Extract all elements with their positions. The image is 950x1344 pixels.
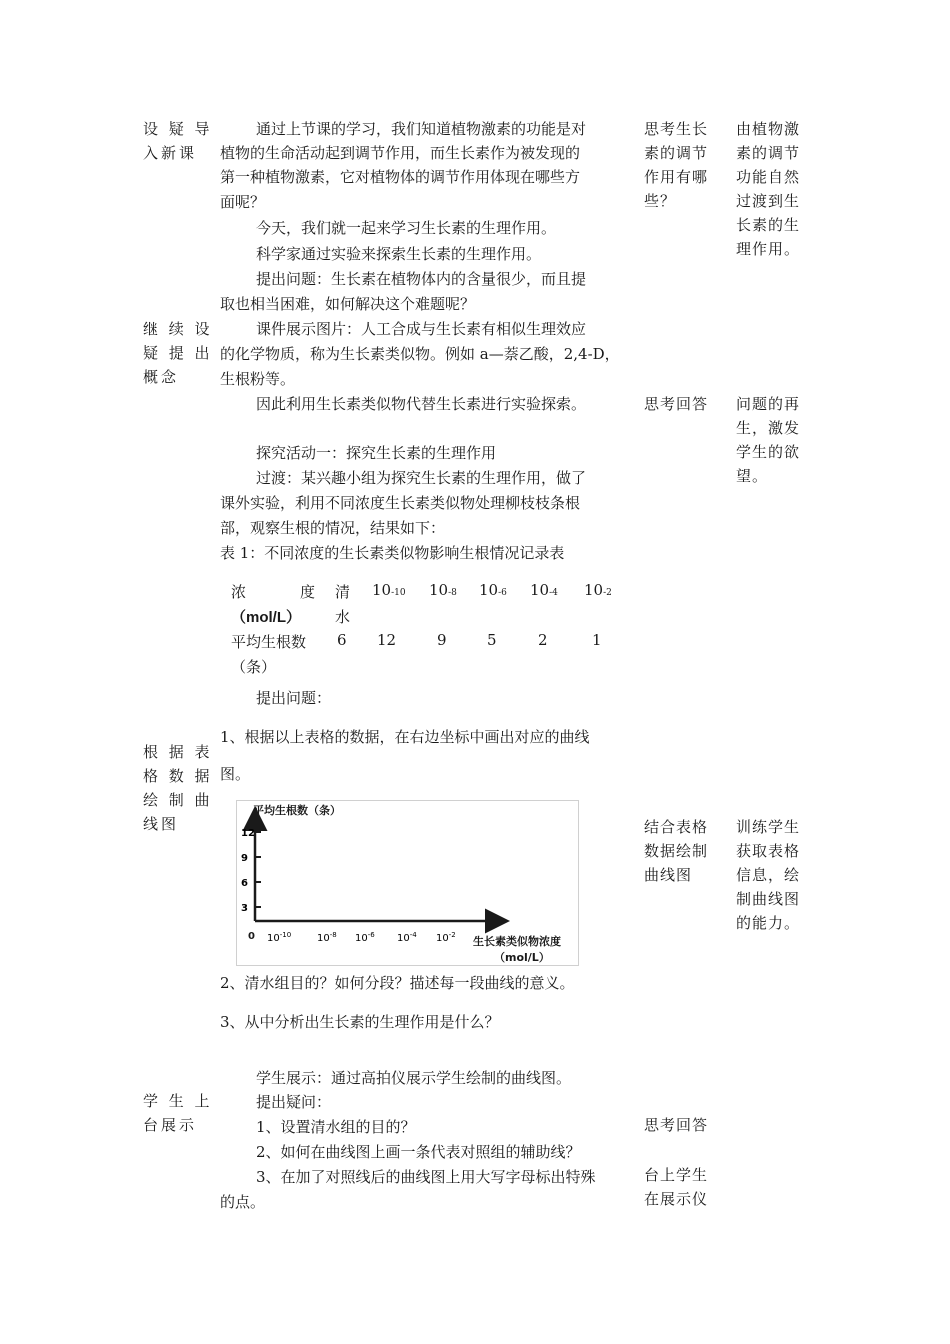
paragraph-line: 今天，我们就一起来学习生长素的生理作用。 bbox=[256, 219, 557, 237]
section-label-intro bbox=[143, 117, 213, 165]
section-label-line: 根 据 表 bbox=[143, 743, 213, 761]
question-line: 图。 bbox=[220, 765, 251, 783]
design-intent-3 bbox=[736, 815, 816, 935]
x-axis-label: 生长素类似物浓度 bbox=[473, 935, 561, 948]
cell-line: 理作用。 bbox=[736, 240, 801, 258]
section-label-line: 入新课 bbox=[143, 144, 198, 162]
table-cell: 水 bbox=[335, 608, 351, 626]
cell-line: 由植物激 bbox=[736, 120, 801, 138]
cell-line: 作用有哪 bbox=[644, 168, 709, 186]
table-cell-value: 2 bbox=[538, 631, 548, 649]
section-label-student-show bbox=[143, 1089, 213, 1137]
x-tick-label: $10^{-2}$ bbox=[436, 931, 456, 944]
section-label-line: 线图 bbox=[143, 815, 180, 833]
paragraph-line: 学生展示：通过高拍仪展示学生绘制的曲线图。 bbox=[256, 1069, 572, 1087]
student-activity-5 bbox=[644, 1163, 724, 1211]
table-cell-value: 6 bbox=[337, 631, 347, 649]
y-tick-label: 3 bbox=[241, 903, 248, 914]
section-label-line: 继 续 设 bbox=[143, 320, 213, 338]
paragraph-line: 提出问题：生长素在植物体内的含量很少，而且提 bbox=[256, 270, 587, 288]
chart-svg bbox=[237, 801, 578, 965]
table-cell-value: 5 bbox=[487, 631, 497, 649]
section-label-line: 设 疑 导 bbox=[143, 120, 213, 138]
table-cell-value: 9 bbox=[437, 631, 447, 649]
table-cell-unit: （mol/L） bbox=[231, 609, 301, 626]
cell-line: 素的调节 bbox=[736, 144, 801, 162]
student-activity-3 bbox=[644, 815, 724, 887]
table-cell-value: 12 bbox=[377, 631, 397, 649]
student-activity-4 bbox=[644, 1113, 724, 1137]
question-line: 1、根据以上表格的数据，在右边坐标中画出对应的曲线 bbox=[220, 728, 590, 746]
cell-line: 过渡到生 bbox=[736, 192, 801, 210]
origin-label: 0 bbox=[248, 931, 255, 942]
section-label-line: 台展示 bbox=[143, 1116, 198, 1134]
paragraph-line: 第一种植物激素，它对植物体的调节作用体现在哪些方 bbox=[220, 168, 581, 186]
cell-line: 信息，绘 bbox=[736, 866, 801, 884]
paragraph-line: 因此利用生长素类似物代替生长素进行实验探索。 bbox=[256, 395, 587, 413]
paragraph-line: 3、在加了对照线后的曲线图上用大写字母标出特殊 bbox=[256, 1168, 596, 1186]
cell-line: 素的调节 bbox=[644, 144, 709, 162]
table-cell: 清 bbox=[335, 583, 351, 601]
design-intent-1 bbox=[736, 117, 816, 261]
paragraph-line: 面呢？ bbox=[220, 193, 266, 211]
section-label-line: 概念 bbox=[143, 368, 180, 386]
paragraph-line: 过渡：某兴趣小组为探究生长素的生理作用，做了 bbox=[256, 469, 587, 487]
cell-line: 望。 bbox=[736, 467, 769, 485]
cell-line: 学生的欲 bbox=[736, 443, 801, 461]
paragraph-line: 课件展示图片：人工合成与生长素有相似生理效应 bbox=[256, 320, 587, 338]
table-cell: 浓 bbox=[231, 583, 247, 601]
coordinate-chart bbox=[236, 800, 579, 966]
paragraph-line: 科学家通过实验来探索生长素的生理作用。 bbox=[256, 245, 542, 263]
cell-line: 功能自然 bbox=[736, 168, 801, 186]
paragraph-line: 的化学物质，称为生长素类似物。例如 a—萘乙酸，2,4-D， bbox=[220, 345, 620, 363]
x-tick-label: $10^{-6}$ bbox=[355, 931, 375, 944]
cell-line: 长素的生 bbox=[736, 216, 801, 234]
table-cell-concentration: 10-10 bbox=[372, 581, 406, 599]
question-intro: 提出问题： bbox=[256, 689, 332, 707]
student-activity-2 bbox=[644, 392, 724, 416]
cell-line: 台上学生 bbox=[644, 1166, 709, 1184]
paragraph-line: 通过上节课的学习，我们知道植物激素的功能是对 bbox=[256, 120, 587, 138]
paragraph-line: 课外实验，利用不同浓度生长素类似物处理柳枝枝条根 bbox=[220, 494, 581, 512]
paragraph-line: 1、设置清水组的目的？ bbox=[256, 1118, 416, 1136]
y-tick-label: 12 bbox=[241, 828, 255, 839]
y-axis-label: 平均生根数（条） bbox=[253, 804, 341, 817]
y-tick-label: 6 bbox=[241, 878, 248, 889]
table-cell: 平均生根数 bbox=[231, 633, 307, 651]
cell-line: 些？ bbox=[644, 192, 677, 210]
x-axis-unit: （mol/L） bbox=[494, 951, 550, 964]
table-cell-concentration: 10-8 bbox=[429, 581, 457, 599]
section-label-draw-curve bbox=[143, 740, 213, 836]
table-cell-concentration: 10-6 bbox=[479, 581, 507, 599]
cell-line: 获取表格 bbox=[736, 842, 801, 860]
section-label-line: 绘 制 曲 bbox=[143, 791, 213, 809]
section-label-concept bbox=[143, 317, 213, 389]
paragraph-line: 2、如何在曲线图上画一条代表对照组的辅助线？ bbox=[256, 1143, 581, 1161]
section-label-line: 疑 提 出 bbox=[143, 344, 213, 362]
cell-line: 思考回答 bbox=[644, 395, 709, 413]
student-activity-1 bbox=[644, 117, 724, 213]
paragraph-line: 取也相当困难，如何解决这个难题呢？ bbox=[220, 295, 476, 313]
cell-line: 制曲线图 bbox=[736, 890, 801, 908]
paragraph-line: 生根粉等。 bbox=[220, 370, 296, 388]
question-line: 3、从中分析出生长素的生理作用是什么？ bbox=[220, 1013, 500, 1031]
paragraph-line: 部，观察生根的情况，结果如下： bbox=[220, 519, 446, 537]
table-cell: （条） bbox=[231, 658, 277, 676]
section-label-line: 格 数 据 bbox=[143, 767, 213, 785]
table-cell-concentration: 10-2 bbox=[584, 581, 612, 599]
design-intent-2 bbox=[736, 392, 816, 488]
cell-line: 的能力。 bbox=[736, 914, 801, 932]
table-cell-value: 1 bbox=[592, 631, 602, 649]
section-label-line: 学 生 上 bbox=[143, 1092, 213, 1110]
x-tick-label: $10^{-8}$ bbox=[317, 931, 337, 944]
cell-line: 问题的再 bbox=[736, 395, 801, 413]
cell-line: 思考回答 bbox=[644, 1116, 709, 1134]
activity-title: 探究活动一：探究生长素的生理作用 bbox=[256, 444, 497, 462]
table-caption: 表 1：不同浓度的生长素类似物影响生根情况记录表 bbox=[220, 544, 565, 562]
cell-line: 生，激发 bbox=[736, 419, 801, 437]
paragraph-line: 植物的生命活动起到调节作用，而生长素作为被发现的 bbox=[220, 144, 581, 162]
x-tick-label: $10^{-4}$ bbox=[397, 931, 417, 944]
y-tick-label: 9 bbox=[241, 853, 248, 864]
cell-line: 曲线图 bbox=[644, 866, 693, 884]
cell-line: 思考生长 bbox=[644, 120, 709, 138]
cell-line: 训练学生 bbox=[736, 818, 801, 836]
x-tick-label: $10^{-10}$ bbox=[267, 931, 292, 944]
cell-line: 结合表格 bbox=[644, 818, 709, 836]
question-line: 2、清水组目的？如何分段？描述每一段曲线的意义。 bbox=[220, 974, 575, 992]
table-cell: 度 bbox=[300, 583, 316, 601]
cell-line: 在展示仪 bbox=[644, 1190, 709, 1208]
paragraph-line: 提出疑问： bbox=[256, 1093, 332, 1111]
cell-line: 数据绘制 bbox=[644, 842, 709, 860]
table-cell-concentration: 10-4 bbox=[530, 581, 558, 599]
paragraph-line: 的点。 bbox=[220, 1193, 266, 1211]
